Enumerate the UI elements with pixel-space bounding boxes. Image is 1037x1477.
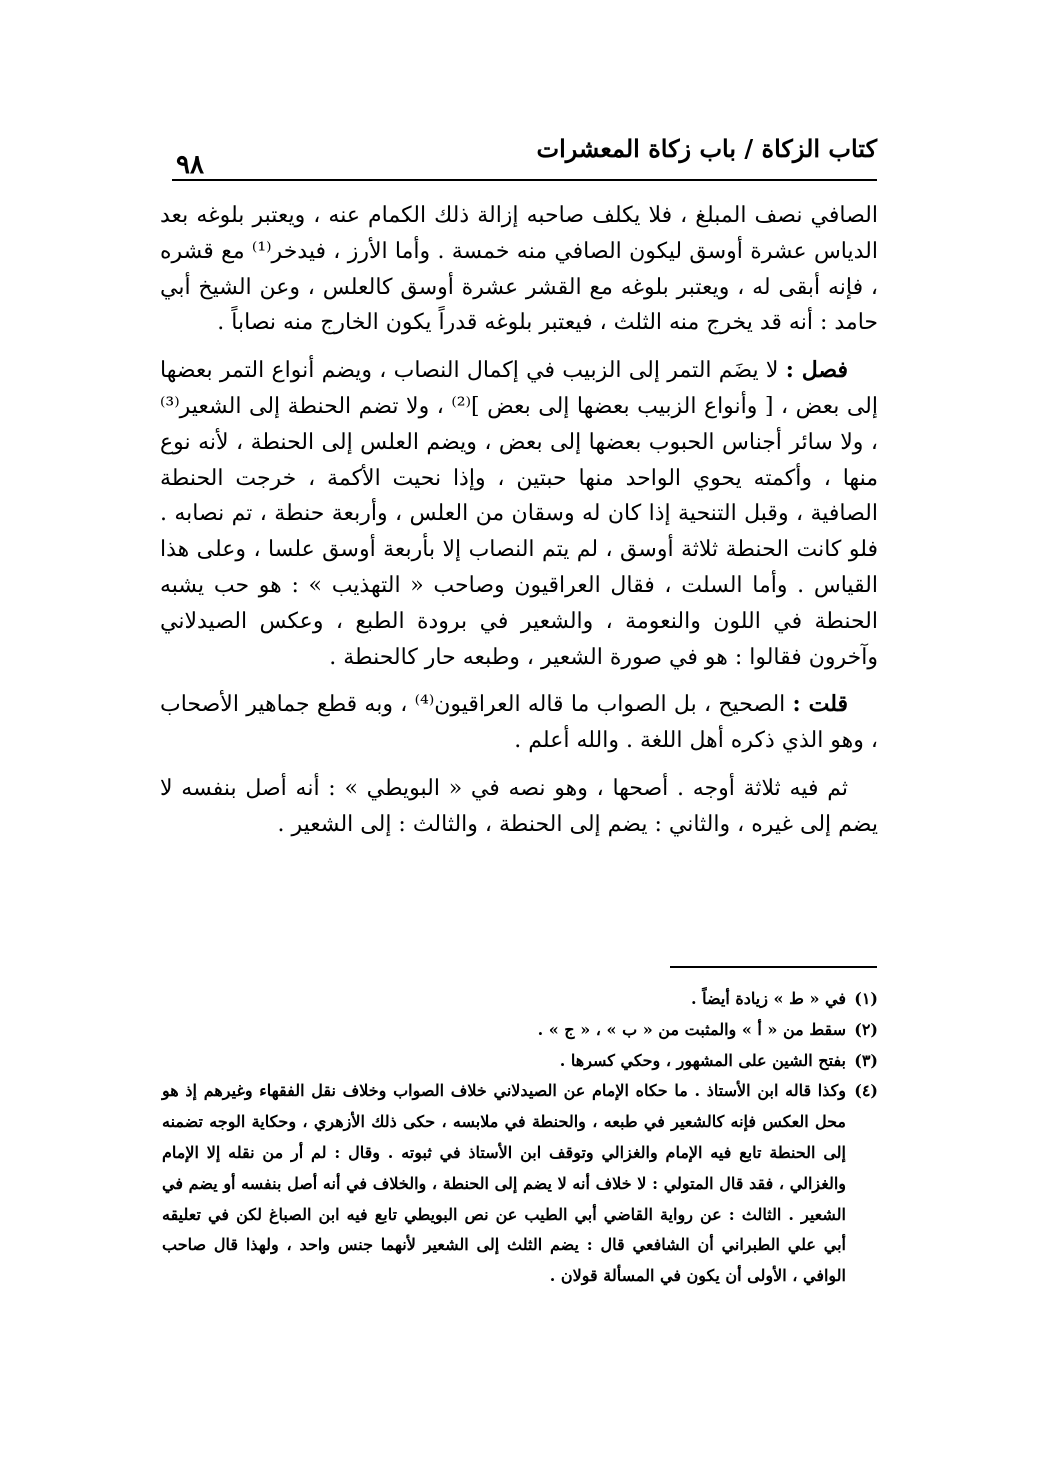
- running-title: كتاب الزكاة / باب زكاة المعشرات: [536, 134, 877, 163]
- paragraph-3-text: الصحيح ، بل الصواب ما قاله العراقيون⁽⁴⁾ ، وبه قطع جماهير الأصحاب ، وهو الذي ذكره أهل اللغة . والله أعلم .: [160, 692, 878, 754]
- footnote-text: في « ط » زيادة أيضاً .: [691, 989, 846, 1008]
- footnote: [162, 1076, 878, 1292]
- footnote-rule: [670, 966, 877, 968]
- footnote-text: بفتح الشين على المشهور ، وحكي كسرها .: [559, 1050, 846, 1070]
- page-number: ٩٨: [176, 150, 204, 180]
- header-rule: [172, 179, 877, 181]
- paragraph-2-lead: فصل :: [785, 357, 848, 384]
- paragraph-1: الصافي نصف المبلغ ، فلا يكلف صاحبه إزالة ذلك الكمام عنه ، ويعتبر بلوغه بعد الدياس عشرة أوسق ليكون الصافي منه خمسة . وأما الأرز ، فيدخر⁽¹⁾ مع قشره ، فإنه أبقى له ، ويعتبر بلوغه مع القشر عشرة أوسق كالعلس ، وعن الشيخ أبي حامد : أنه قد يخرج منه الثلث ، فيعتبر بلوغه قدراً يكون الخارج منه نصاباً .: [160, 203, 878, 336]
- paragraph-2-text: لا يضَم التمر إلى الزبيب في إكمال النصاب ، ويضم أنواع التمر بعضها إلى بعض ، [ وأنواع الزبيب بعضها إلى بعض ]⁽²⁾ ، ولا تضم الحنطة إلى الشعير⁽³⁾ ، ولا سائر أجناس الحبوب بعضها إلى بعض ، ويضم العلس إلى الحنطة ، لأنه نوع منها ، وأكمته يحوي الواحد منها حبتين ، وإذا نحيت الأكمة ، خرجت الحنطة الصافية ، وقبل التنحية إذا كان له وسقان من العلس ، وأربعة حنطة ، تم نصابه . فلو كانت الحنطة ثلاثة أوسق ، لم يتم النصاب إلا بأربعة أوسق علسا ، وعلى هذا القياس . وأما السلت ، فقال العراقيون وصاحب « التهذيب » : هو حب يشبه الحنطة في اللون والنعومة ، والشعير في برودة الطبع ، وعكس الصيدلاني وآخرون فقالوا : هو في صورة الشعير ، وطبعه حار كالحنطة .: [160, 358, 879, 670]
- footnote: [162, 984, 878, 1015]
- footnote-text: سقط من « أ » والمثبت من « ب » ، « ج » .: [537, 1019, 846, 1039]
- footnote-number: (٢): [854, 1019, 878, 1039]
- footnote-number: (١): [854, 989, 878, 1008]
- paragraph-4: ثم فيه ثلاثة أوجه . أصحها ، وهو نصه في « البويطي » : أنه أصل بنفسه لا يضم إلى غيره ، والثاني : يضم إلى الحنطة ، والثالث : إلى الشعير .: [160, 775, 878, 837]
- page-header: [172, 130, 877, 180]
- main-text: [160, 198, 878, 855]
- footnote-text: وكذا قاله ابن الأستاذ . ما حكاه الإمام عن الصيدلاني خلاف الصواب وخلاف نقل الفقهاء وغيرهم إذ هو محل العكس فإنه كالشعير في طبعه ، والحنطة في ملابسه ، حكى ذلك الأزهري ، وحكاية الوجه تضمنه إلى الحنطة تابع فيه الإمام والغزالي وتوقف ابن الأستاذ في ثبوته . وقال : لم أر من نقله إلا الإمام والغزالي ، فقد قال المتولي : لا خلاف أنه لا يضم إلى الحنطة ، والخلاف في أنه أصل بنفسه أو يضم في الشعير . الثالث : عن رواية القاضي أبي الطيب عن نص البويطي تابع فيه ابن الصباغ لكن في تعليقه أبي علي الطبراني أن الشافعي قال : يضم الثلث إلى الشعير لأنهما جنس واحد ، ولهذا قال صاحب الوافي ، الأولى أن يكون في المسألة قولان .: [162, 1081, 846, 1286]
- footnote-number: (٣): [854, 1050, 878, 1070]
- footnote-number: (٤): [854, 1081, 878, 1101]
- footnote: [162, 1015, 878, 1046]
- paragraph-3: [160, 687, 878, 759]
- footnotes: [162, 984, 878, 1292]
- footnote: [162, 1046, 878, 1077]
- paragraph-3-lead: قلت :: [792, 691, 848, 718]
- paragraph-2: [160, 353, 878, 675]
